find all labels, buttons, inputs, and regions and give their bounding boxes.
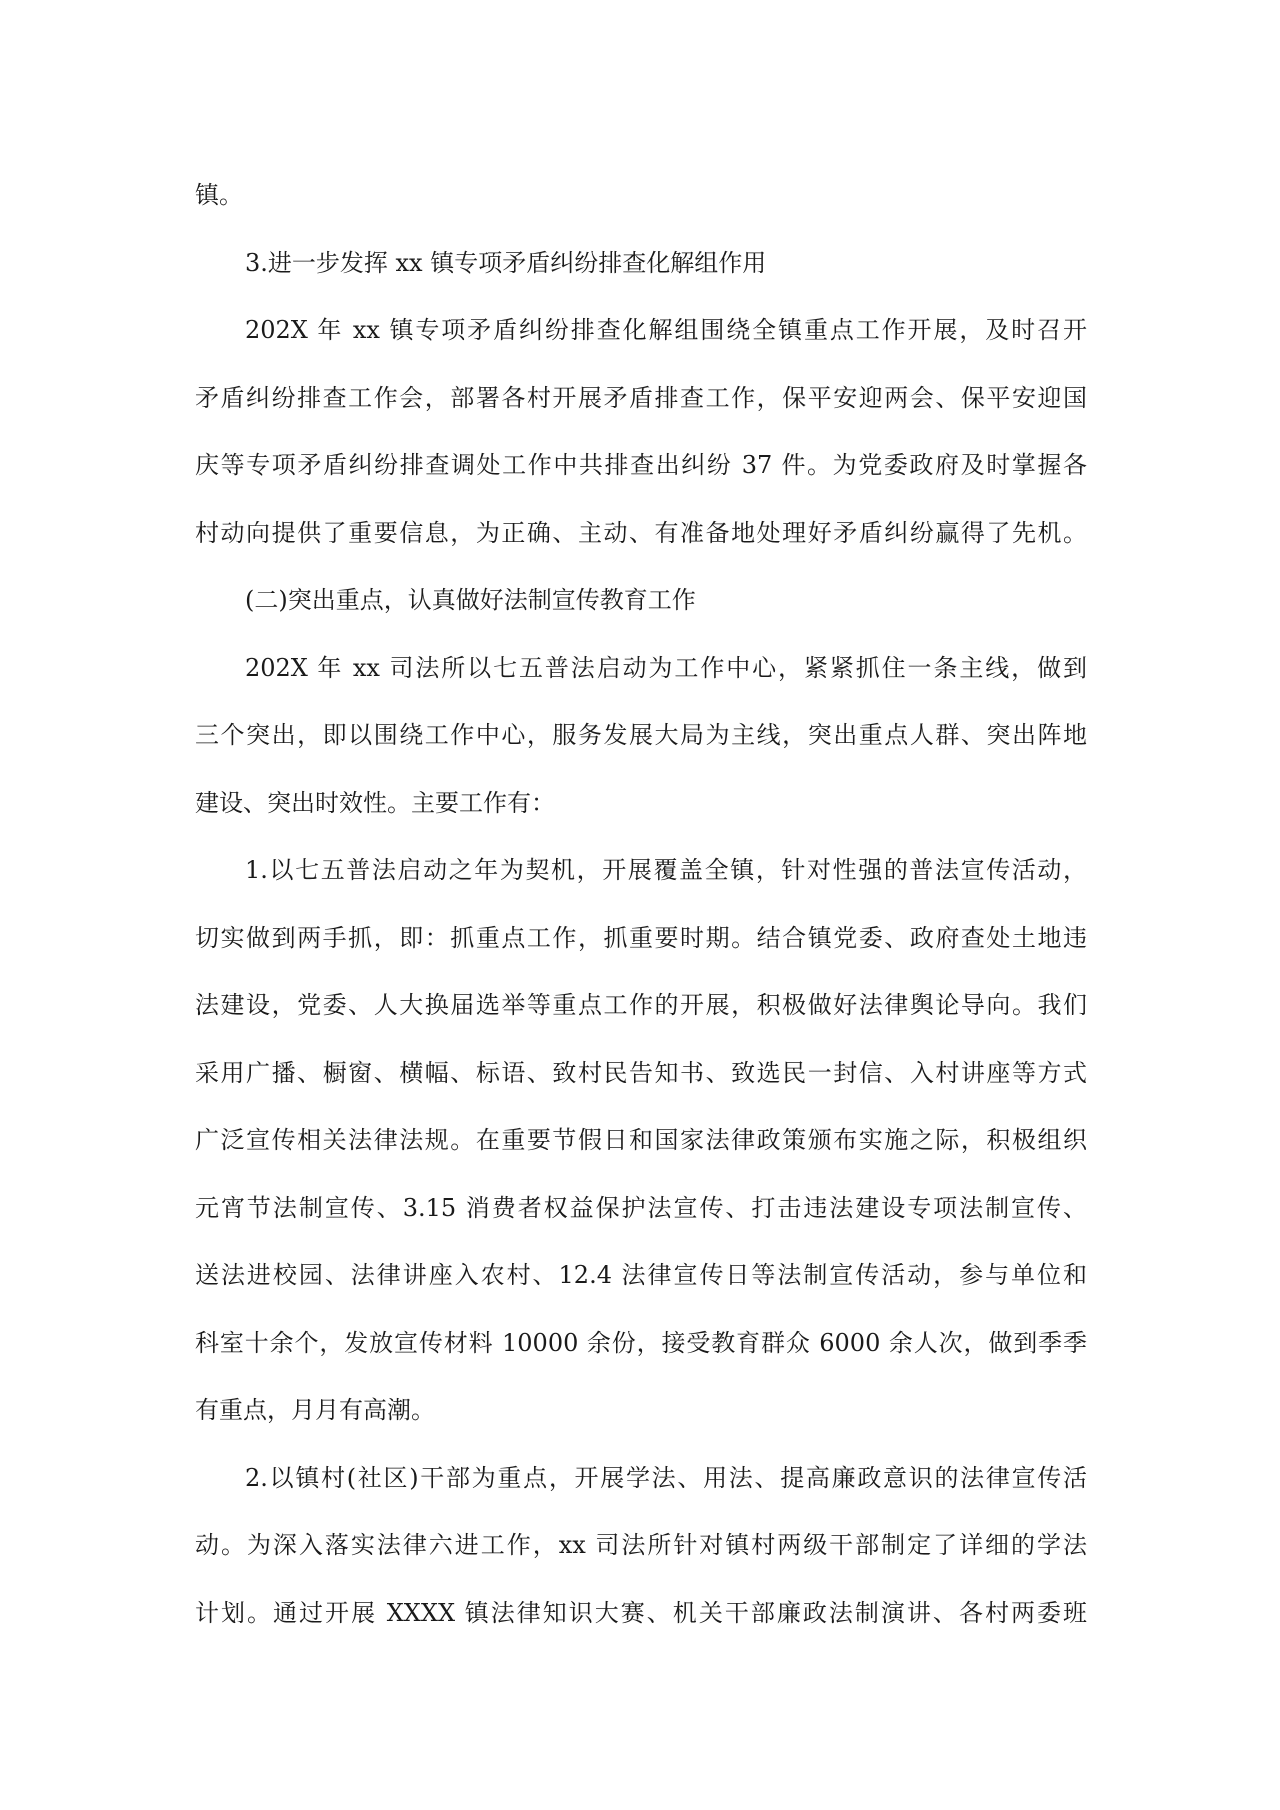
text-line: 建设、突出时效性。主要工作有： — [195, 788, 555, 817]
text-line: 2.以镇村(社区)干部为重点，开展学法、用法、提高廉政意识的法律宣传活 — [245, 1463, 1087, 1492]
text-line: 有重点，月月有高潮。 — [195, 1396, 435, 1424]
text-line: 送法进校园、法律讲座入农村、12.4 法律宣传日等法制宣传活动，参与单位和 — [195, 1261, 1087, 1289]
text-line: 广泛宣传相关法律法规。在重要节假日和国家法律政策颁布实施之际，积极组织 — [195, 1126, 1087, 1154]
text-line: 元宵节法制宣传、3.15 消费者权益保护法宣传、打击违法建设专项法制宣传、 — [195, 1193, 1087, 1222]
section-heading: (二)突出重点，认真做好法制宣传教育工作 — [245, 586, 696, 614]
text-line: 三个突出，即以围绕工作中心，服务发展大局为主线，突出重点人群、突出阵地 — [195, 721, 1087, 749]
text-line: 动。为深入落实法律六进工作，xx 司法所针对镇村两级干部制定了详细的学法 — [195, 1531, 1087, 1559]
text-line: 庆等专项矛盾纠纷排查调处工作中共排查出纠纷 37 件。为党委政府及时掌握各 — [195, 451, 1087, 479]
text-line: 202X 年 xx 司法所以七五普法启动为工作中心，紧紧抓住一条主线，做到 — [245, 653, 1087, 682]
text-line: 科室十余个，发放宣传材料 10000 余份，接受教育群众 6000 余人次，做到季季 — [195, 1328, 1087, 1357]
section-heading: 3.进一步发挥 xx 镇专项矛盾纠纷排查化解组作用 — [245, 248, 767, 277]
text-line: 矛盾纠纷排查工作会，部署各村开展矛盾排查工作，保平安迎两会、保平安迎国 — [195, 383, 1087, 412]
text-line: 采用广播、橱窗、横幅、标语、致村民告知书、致选民一封信、入村讲座等方式 — [195, 1058, 1087, 1087]
text-line: 镇。 — [195, 181, 243, 209]
text-line: 村动向提供了重要信息，为正确、主动、有准备地处理好矛盾纠纷赢得了先机。 — [195, 518, 1087, 547]
document-page — [195, 162, 1087, 1647]
text-line: 法建设，党委、人大换届选举等重点工作的开展，积极做好法律舆论导向。我们 — [195, 991, 1087, 1019]
text-line: 计划。通过开展 XXXX 镇法律知识大赛、机关干部廉政法制演讲、各村两委班 — [195, 1598, 1087, 1627]
text-line: 1.以七五普法启动之年为契机，开展覆盖全镇，针对性强的普法宣传活动， — [245, 856, 1087, 884]
text-line: 切实做到两手抓，即：抓重点工作，抓重要时期。结合镇党委、政府查处土地违 — [195, 923, 1087, 952]
text-line: 202X 年 xx 镇专项矛盾纠纷排查化解组围绕全镇重点工作开展，及时召开 — [245, 316, 1087, 344]
